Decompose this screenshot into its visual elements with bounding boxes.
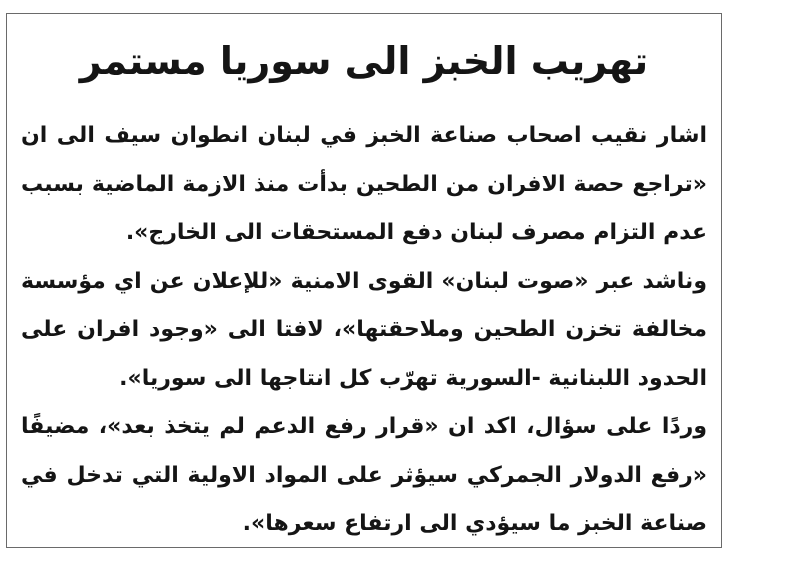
article-box <box>6 13 722 548</box>
body-line-6: الحدود اللبنانية -السورية تهرّب كل انتاجها الى سوريا». <box>119 365 707 391</box>
body-line-3: عدم التزام مصرف لبنان دفع المستحقات الى الخارج». <box>125 220 707 245</box>
body-line-4: وناشد عبر «صوت لبنان» القوى الامنية «للإعلان عن اي مؤسسة <box>21 268 707 294</box>
body-line-7: وردًا على سؤال، اكد ان «قرار رفع الدعم لم يتخذ بعد»، مضيفًا <box>21 414 707 439</box>
body-line-8: «رفع الدولار الجمركي سيؤثر على المواد الاولية التي تدخل في <box>21 462 707 488</box>
article-body <box>21 112 707 549</box>
article-headline: تهريب الخبز الى سوريا مستمر <box>79 39 649 83</box>
body-line-5: مخالفة تخزن الطحين وملاحقتها»، لافتا الى «وجود افران على <box>21 317 707 342</box>
body-line-1: اشار نقيب اصحاب صناعة الخبز في لبنان انطوان سيف الى ان <box>21 123 707 148</box>
body-line-9: صناعة الخبز ما سيؤدي الى ارتفاع سعرها». <box>242 511 707 536</box>
body-line-2: «تراجع حصة الافران من الطحين بدأت منذ الازمة الماضية بسبب <box>21 171 707 197</box>
